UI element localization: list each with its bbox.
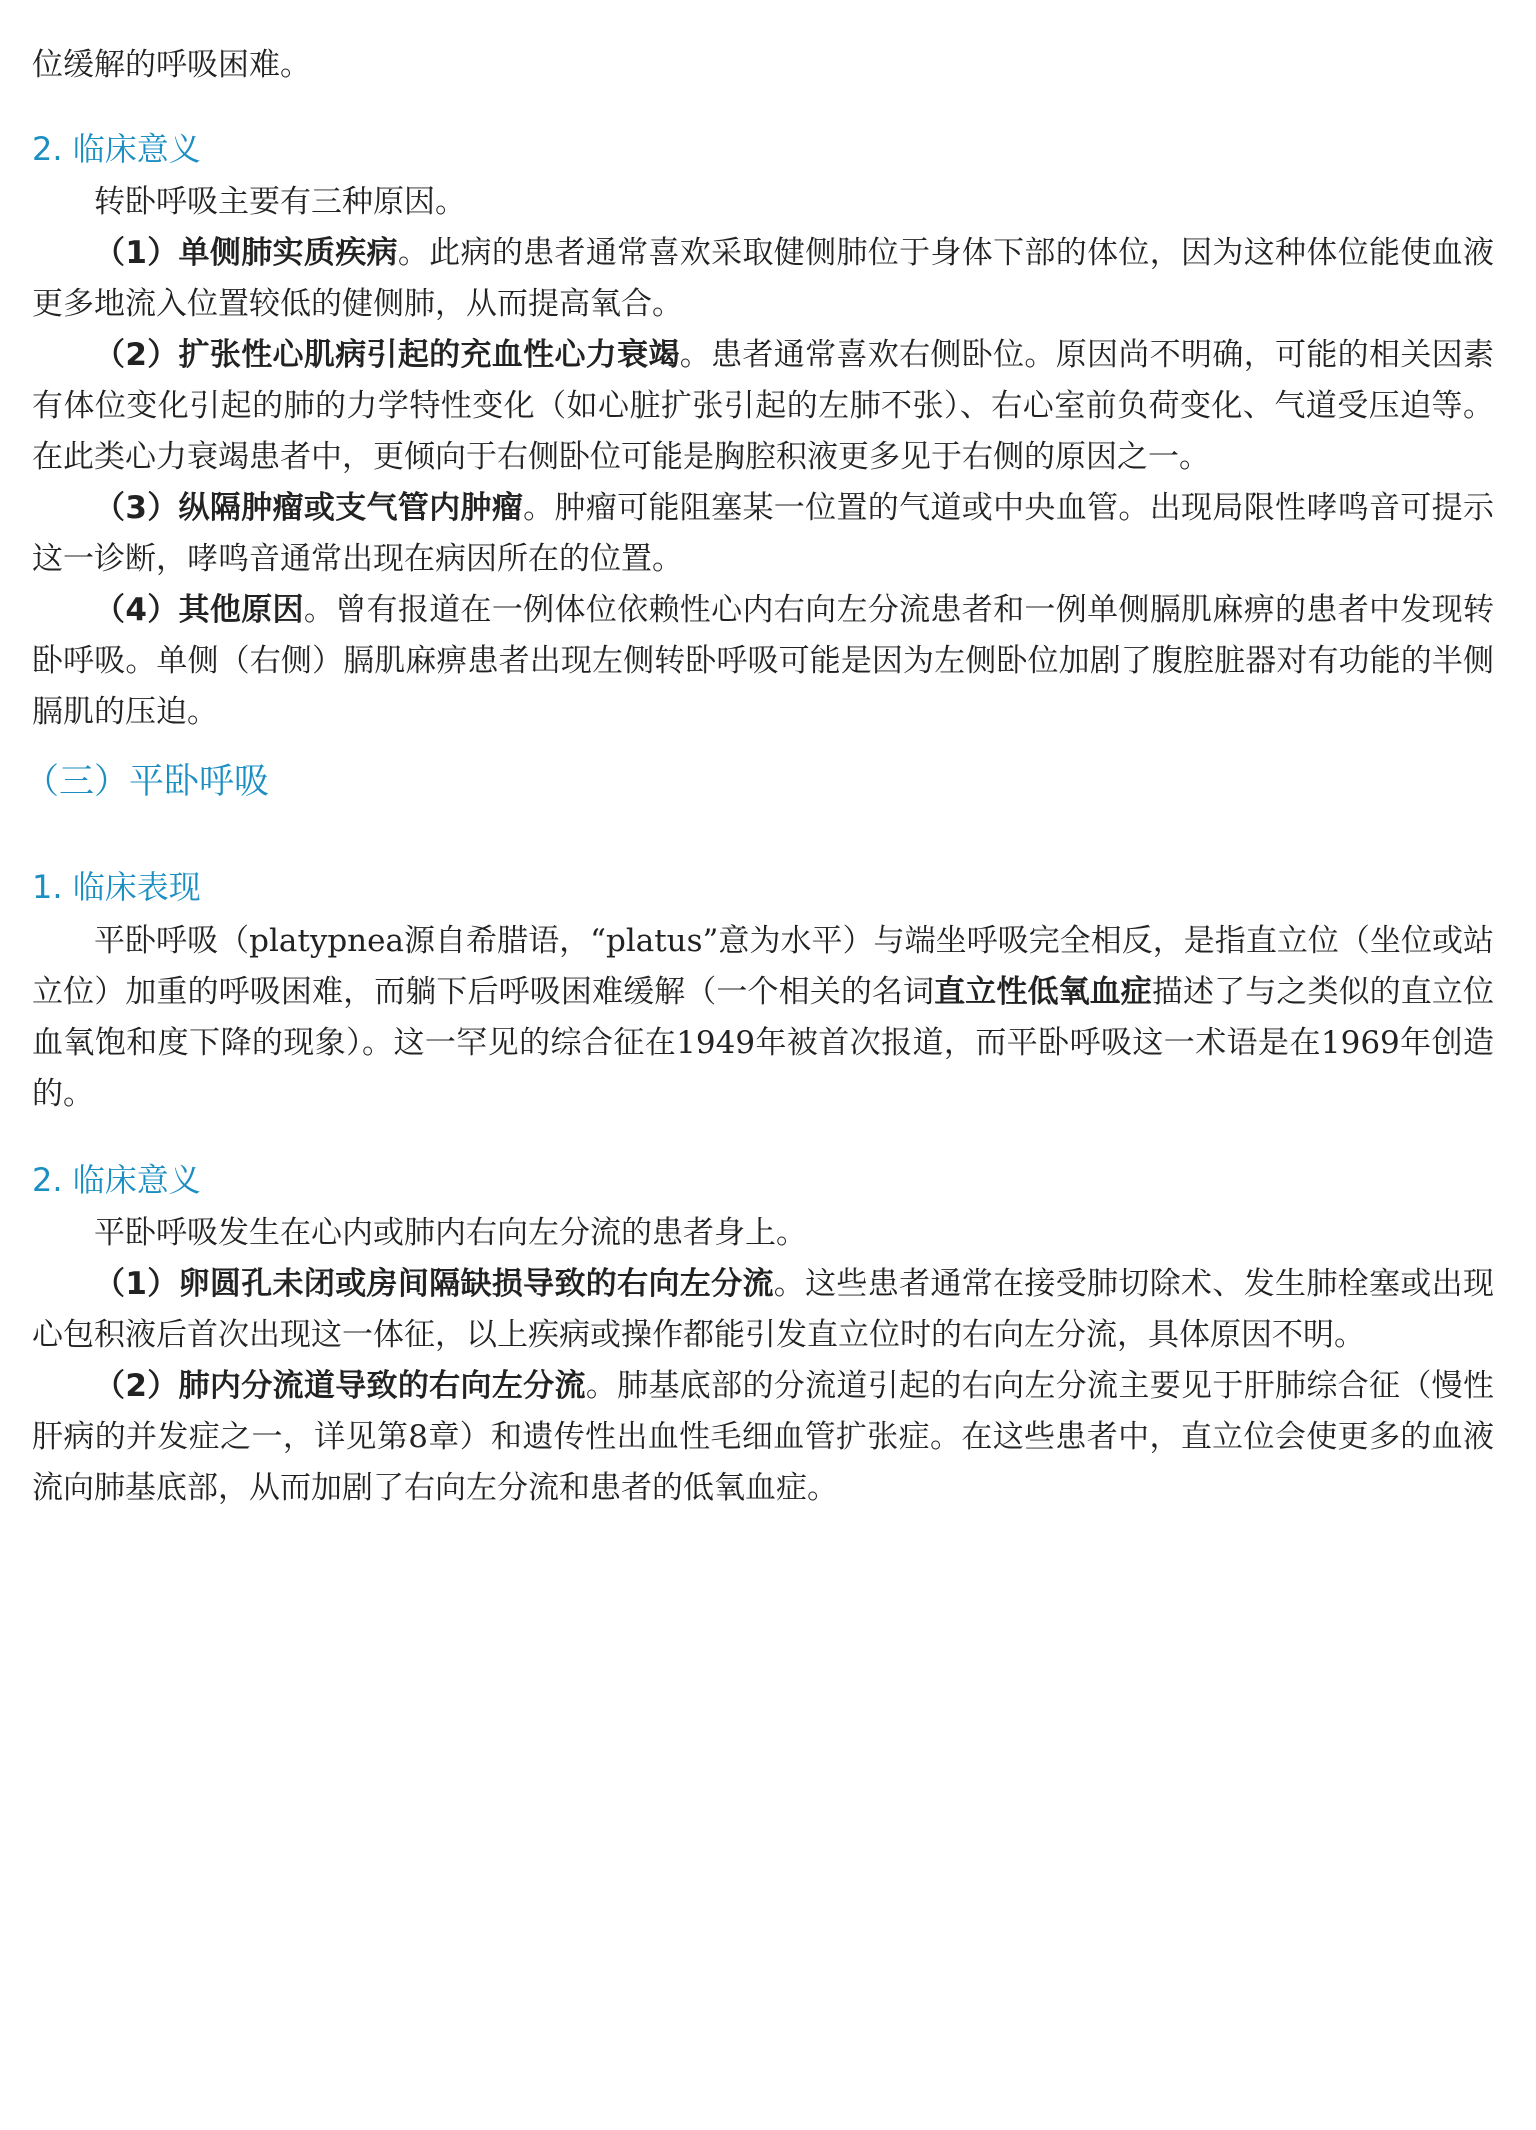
cause-item-4-text: 。曾有报道在一例体位依赖性心内右向左分流患者和一例单侧膈肌麻痹的患者中发现转卧呼吸。单侧（右侧）膈肌麻痹患者出现左侧转卧呼吸可能是因为左侧卧位加剧了腹腔脏器对有功能的半侧膈肌的压迫。 xyxy=(32,592,1494,730)
heading-clinical-significance-2: 2. 临床意义 xyxy=(32,1161,201,1199)
cause-item-4 xyxy=(32,585,1494,738)
cause-item-2-text: 。患者通常喜欢右侧卧位。原因尚不明确，可能的相关因素有体位变化引起的肺的力学特性变化（如心脏扩张引起的左肺不张）、右心室前负荷变化、气道受压迫等。在此类心力衰竭患者中，更倾向于右侧卧位可能是胸腔积液更多见于右侧的原因之一。 xyxy=(32,337,1494,475)
shunt-item-1 xyxy=(32,1259,1494,1361)
cause-item-3 xyxy=(32,483,1494,585)
cause-item-1-text: 。此病的患者通常喜欢采取健侧肺位于身体下部的体位，因为这种体位能使血液更多地流入位置较低的健侧肺，从而提高氧合。 xyxy=(32,235,1494,322)
clinical-presentation-text-1: 平卧呼吸（platypnea源自希腊语，“platus”意为水平）与端坐呼吸完全相反，是指直立位（坐位或站立位）加重的呼吸困难，而躺下后呼吸困难缓解（一个相关的名词 xyxy=(32,923,1494,1010)
page-content xyxy=(24,40,1495,1514)
clinical-presentation-text-2: 描述了与之类似的直立位血氧饱和度下降的现象）。这一罕见的综合征在1949年被首次报道，而平卧呼吸这一术语是在1969年创造的。 xyxy=(32,974,1495,1112)
platypnea-intro-paragraph: 平卧呼吸发生在心内或肺内右向左分流的患者身上。 xyxy=(94,1215,807,1251)
heading-platypnea: （三）平卧呼吸 xyxy=(24,762,270,802)
shunt-item-2-label: （2）肺内分流道导致的右向左分流 xyxy=(94,1368,586,1404)
shunt-item-1-text: 。这些患者通常在接受肺切除术、发生肺栓塞或出现心包积液后首次出现这一体征，以上疾病或操作都能引发直立位时的右向左分流，具体原因不明。 xyxy=(32,1266,1494,1353)
shunt-item-2-text: 。肺基底部的分流道引起的右向左分流主要见于肝肺综合征（慢性肝病的并发症之一，详见第8章）和遗传性出血性毛细血管扩张症。在这些患者中，直立位会使更多的血液流向肺基底部，从而加剧了右向左分流和患者的低氧血症。 xyxy=(32,1368,1494,1506)
clinical-presentation-bold-term: 直立性低氧血症 xyxy=(934,974,1152,1010)
continuation-paragraph: 位缓解的呼吸困难。 xyxy=(32,47,311,83)
cause-item-1-label: （1）单侧肺实质疾病 xyxy=(94,235,398,271)
cause-item-2 xyxy=(32,330,1494,483)
cause-item-2-label: （2）扩张性心肌病引起的充血性心力衰竭 xyxy=(94,337,680,373)
shunt-item-2 xyxy=(32,1361,1494,1514)
cause-item-4-label: （4）其他原因 xyxy=(94,592,304,628)
intro-paragraph: 转卧呼吸主要有三种原因。 xyxy=(94,184,466,220)
shunt-item-1-label: （1）卵圆孔未闭或房间隔缺损导致的右向左分流 xyxy=(94,1266,774,1302)
cause-item-1 xyxy=(32,228,1494,330)
heading-clinical-presentation: 1. 临床表现 xyxy=(32,868,201,906)
cause-item-3-label: （3）纵隔肿瘤或支气管内肿瘤 xyxy=(94,490,524,526)
heading-clinical-significance-1: 2. 临床意义 xyxy=(32,130,201,168)
cause-item-3-text: 。肿瘤可能阻塞某一位置的气道或中央血管。出现局限性哮鸣音可提示这一诊断，哮鸣音通常出现在病因所在的位置。 xyxy=(32,490,1495,577)
clinical-presentation-paragraph xyxy=(32,916,1494,1120)
